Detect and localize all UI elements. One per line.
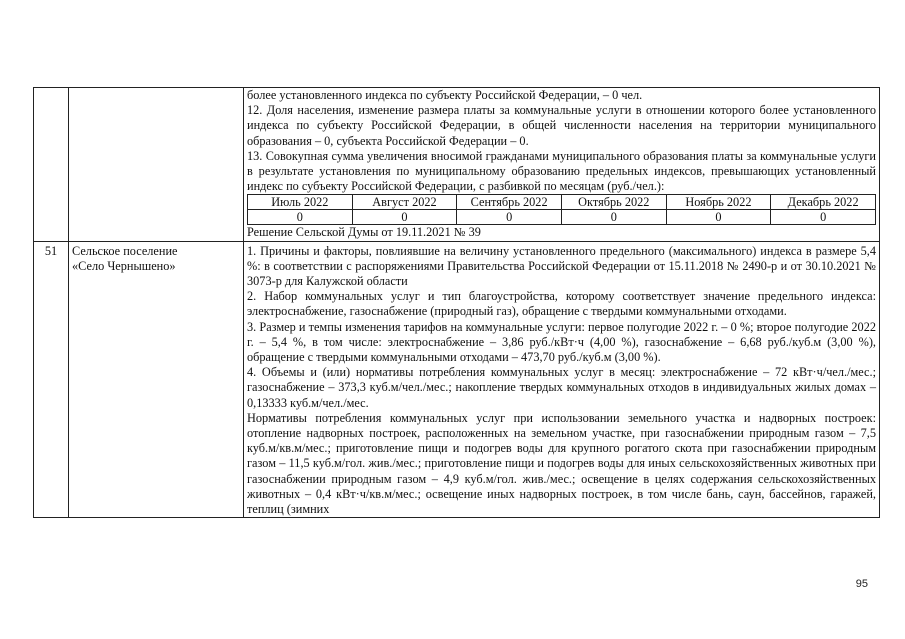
month-cell: Август 2022 [352,195,457,210]
value-cell: 0 [352,210,457,225]
value-cell: 0 [771,210,876,225]
month-cell: Ноябрь 2022 [666,195,771,210]
value-cell: 0 [457,210,562,225]
month-cell: Октябрь 2022 [561,195,666,210]
paragraph: 3. Размер и темпы изменения тарифов на коммунальные услуги: первое полугодие 2022 г. – 0 %; второе полугодие 2022 г. – 5,4 %, в том числе: электроснабжение – 3,86 руб./кВт·ч (4,00 %), газоснабжение – 6,68 руб./куб.м (3,00 %), обращение с твердыми коммунальными отходами – 473,70 руб./куб.м (3,00 %). [247,319,876,365]
paragraph: 1. Причины и факторы, повлиявшие на величину установленного предельного (максимального) индекса в размере 5,4 %: в соответствии с распоряжениями Правительства Российской Федерации от 15.11.2018 № 2490-р и от 30.10.2021 № 3073-р для Калужской области [247,243,876,289]
row-number-cell: 51 [34,241,69,518]
content-cell [244,88,880,242]
paragraph: 4. Объемы и (или) нормативы потребления коммунальных услуг в месяц: электроснабжение – 72 кВт·ч/чел./мес.; газоснабжение – 373,3 куб.м/чел./мес.; накопление твердых коммунальных отходов в индивидуальных жилых домах – 0,13333 куб.м/чел./мес. [247,365,876,410]
municipality-name-line: «Село Чернышено» [72,258,176,273]
page-number: 95 [855,578,868,590]
month-cell: Сентябрь 2022 [457,195,562,210]
monthly-increase-table [247,194,876,225]
value-cell: 0 [248,210,353,225]
value-cell: 0 [561,210,666,225]
row-number-cell [34,88,69,242]
municipality-name-line: Сельское поселение [72,243,178,258]
municipal-index-table [33,87,880,518]
municipality-cell [69,88,244,242]
months-values-row [248,210,876,225]
decision-reference: Решение Сельской Думы от 19.11.2021 № 39 [247,225,481,240]
paragraph: 12. Доля населения, изменение размера платы за коммунальные услуги в отношении которого более установленного индекса по субъекту Российской Федерации, в общей численности населения на территории муниципального образования – 0, субъекта Российской Федерации – 0. [247,103,876,148]
months-header-row [248,195,876,210]
paragraph: Нормативы потребления коммунальных услуг при использовании земельного участка и надворных построек: отопление надворных построек, расположенных на земельном участке, при газоснабжении природным газом – 7,5 куб.м/кв.м/мес.; приготовление пищи и подогрев воды для крупного рогатого скота при газоснабжении природным газом – 11,5 куб.м/гол. жив./мес.; приготовление пищи и подогрев воды для иных сельскохозяйственных животных при газоснабжении природным газом – 4,9 куб.м/гол. жив./мес.; освещение в целях содержания сельскохозяйственных животных – 0,4 кВт·ч/кв.м/мес.; освещение иных надворных построек, в том числе бань, саун, бассейнов, гаражей, теплиц (зимних [247,410,876,517]
month-cell: Декабрь 2022 [771,195,876,210]
table-row [34,88,880,242]
paragraph: 2. Набор коммунальных услуг и тип благоустройства, которому соответствует значение предельного индекса: электроснабжение, газоснабжение (природный газ), обращение с твердыми коммунальными отходами. [247,289,876,319]
content-cell [244,241,880,518]
paragraph: более установленного индекса по субъекту Российской Федерации, – 0 чел. [247,88,643,102]
municipality-cell [69,241,244,518]
value-cell: 0 [666,210,771,225]
paragraph: 13. Совокупная сумма увеличения вносимой гражданами муниципального образования платы за коммунальные услуги в результате установления по муниципальному образованию предельных индексов, превышающих установленный индекс по субъекту Российской Федерации, с разбивкой по месяцам (руб./чел.): [247,148,876,194]
month-cell: Июль 2022 [248,195,353,210]
table-row [34,241,880,518]
